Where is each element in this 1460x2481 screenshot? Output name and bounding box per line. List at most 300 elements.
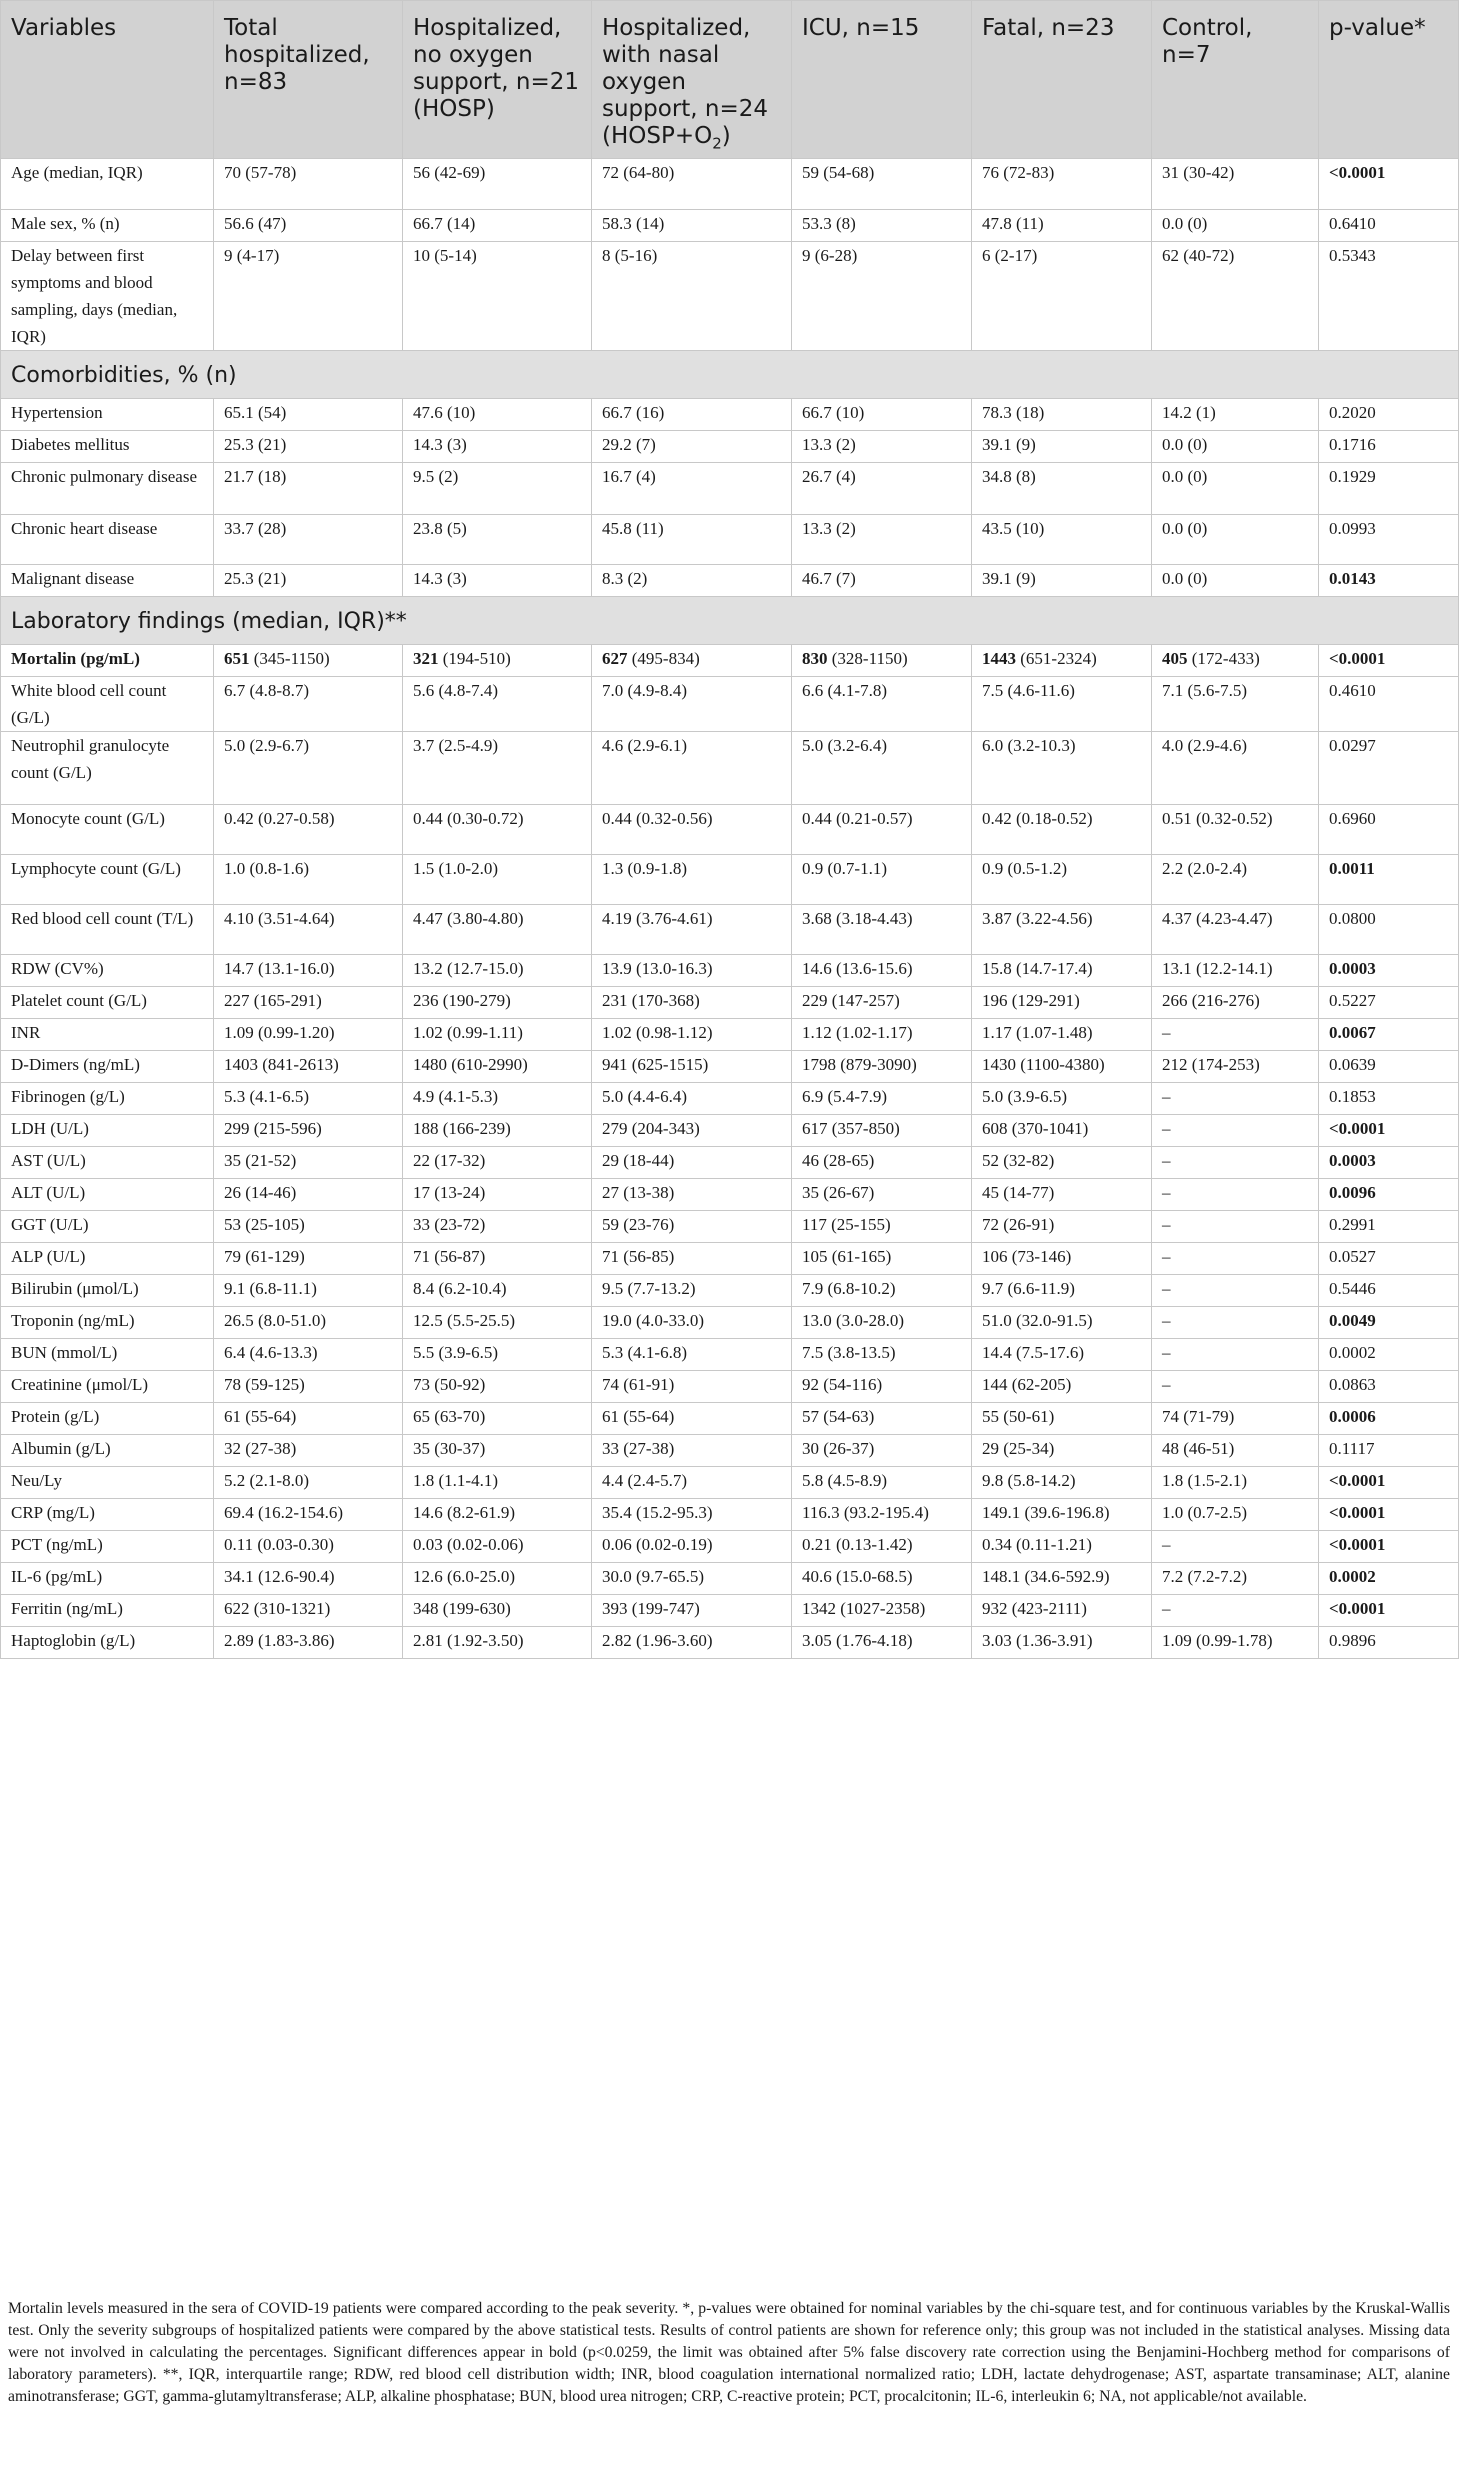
table-row: [1, 1274, 1459, 1306]
column-header-label: Variables: [11, 15, 117, 41]
table-row: [1, 1082, 1459, 1114]
data-cell: 227 (165-291): [214, 986, 403, 1018]
data-cell: 13.3 (2): [792, 514, 972, 564]
section-title: Laboratory findings (median, IQR)**: [1, 596, 1459, 644]
row-label: Chronic heart disease: [1, 514, 214, 564]
data-cell: 33 (27-38): [592, 1434, 792, 1466]
data-cell: 2.89 (1.83-3.86): [214, 1626, 403, 1658]
data-cell: 1.3 (0.9-1.8): [592, 854, 792, 904]
data-cell: 29 (25-34): [972, 1434, 1152, 1466]
table-row: [1, 1594, 1459, 1626]
table-row: [1, 241, 1459, 350]
cell-median: 405: [1162, 648, 1188, 668]
data-cell: 8.4 (6.2-10.4): [403, 1274, 592, 1306]
table-row: [1, 462, 1459, 514]
data-cell: 9.5 (7.7-13.2): [592, 1274, 792, 1306]
section-title: Comorbidities, % (n): [1, 350, 1459, 398]
table-row: [1, 1338, 1459, 1370]
data-cell: 1.0 (0.7-2.5): [1152, 1498, 1319, 1530]
data-cell: 33.7 (28): [214, 514, 403, 564]
p-value-cell: 0.0002: [1319, 1562, 1459, 1594]
table-row: [1, 731, 1459, 804]
data-cell: 12.5 (5.5-25.5): [403, 1306, 592, 1338]
data-cell: 0.9 (0.7-1.1): [792, 854, 972, 904]
data-cell: [214, 644, 403, 676]
data-cell: 34.8 (8): [972, 462, 1152, 514]
row-label: BUN (mmol/L): [1, 1338, 214, 1370]
data-cell: 6.7 (4.8-8.7): [214, 676, 403, 731]
data-cell: 5.3 (4.1-6.8): [592, 1338, 792, 1370]
data-cell: 55 (50-61): [972, 1402, 1152, 1434]
data-cell: 35 (30-37): [403, 1434, 592, 1466]
row-label: INR: [1, 1018, 214, 1050]
p-value-cell: <0.0001: [1319, 1466, 1459, 1498]
p-value-cell: <0.0001: [1319, 158, 1459, 209]
p-value-cell: 0.0003: [1319, 954, 1459, 986]
p-value-cell: 0.1716: [1319, 430, 1459, 462]
column-header: [1319, 1, 1459, 159]
data-cell: [792, 644, 972, 676]
data-cell: 8.3 (2): [592, 564, 792, 596]
table-row: [1, 1434, 1459, 1466]
data-cell: 39.1 (9): [972, 564, 1152, 596]
data-cell: 2.81 (1.92-3.50): [403, 1626, 592, 1658]
data-cell: 79 (61-129): [214, 1242, 403, 1274]
column-header: [214, 1, 403, 159]
data-cell: 59 (54-68): [792, 158, 972, 209]
table-row: [1, 854, 1459, 904]
data-cell: 61 (55-64): [214, 1402, 403, 1434]
data-cell: 393 (199-747): [592, 1594, 792, 1626]
table-row: [1, 1210, 1459, 1242]
row-label: Mortalin (pg/mL): [1, 644, 214, 676]
p-value-cell: <0.0001: [1319, 1114, 1459, 1146]
data-cell: 229 (147-257): [792, 986, 972, 1018]
data-cell: 29.2 (7): [592, 430, 792, 462]
data-cell: 57 (54-63): [792, 1402, 972, 1434]
row-label: ALP (U/L): [1, 1242, 214, 1274]
column-header: [792, 1, 972, 159]
p-value-cell: 0.0003: [1319, 1146, 1459, 1178]
p-value-cell: 0.0297: [1319, 731, 1459, 804]
data-cell: 61 (55-64): [592, 1402, 792, 1434]
cell-range: (345-1150): [249, 648, 330, 668]
data-cell: 70 (57-78): [214, 158, 403, 209]
data-cell: 5.0 (2.9-6.7): [214, 731, 403, 804]
data-cell: 0.0 (0): [1152, 564, 1319, 596]
data-cell: 47.8 (11): [972, 209, 1152, 241]
data-cell: 10 (5-14): [403, 241, 592, 350]
data-cell: 71 (56-85): [592, 1242, 792, 1274]
data-cell: 14.7 (13.1-16.0): [214, 954, 403, 986]
data-cell: 6.0 (3.2-10.3): [972, 731, 1152, 804]
data-cell: 622 (310-1321): [214, 1594, 403, 1626]
data-cell: 0.44 (0.32-0.56): [592, 804, 792, 854]
data-cell: –: [1152, 1274, 1319, 1306]
p-value-cell: 0.0096: [1319, 1178, 1459, 1210]
data-cell: –: [1152, 1082, 1319, 1114]
cell-range: (651-2324): [1016, 648, 1097, 668]
p-value-cell: 0.2020: [1319, 398, 1459, 430]
table-row: [1, 1530, 1459, 1562]
row-label: RDW (CV%): [1, 954, 214, 986]
data-cell: 32 (27-38): [214, 1434, 403, 1466]
data-cell: 74 (71-79): [1152, 1402, 1319, 1434]
data-cell: 5.8 (4.5-8.9): [792, 1466, 972, 1498]
data-cell: 13.9 (13.0-16.3): [592, 954, 792, 986]
p-value-cell: 0.0067: [1319, 1018, 1459, 1050]
table-row: [1, 1242, 1459, 1274]
row-label: Platelet count (G/L): [1, 986, 214, 1018]
data-cell: 25.3 (21): [214, 564, 403, 596]
data-cell: 19.0 (4.0-33.0): [592, 1306, 792, 1338]
data-cell: 14.3 (3): [403, 430, 592, 462]
table-row: [1, 954, 1459, 986]
data-cell: –: [1152, 1018, 1319, 1050]
p-value-cell: 0.5343: [1319, 241, 1459, 350]
table-row: [1, 1562, 1459, 1594]
table-row: [1, 209, 1459, 241]
data-cell: –: [1152, 1210, 1319, 1242]
data-cell: 5.0 (3.2-6.4): [792, 731, 972, 804]
data-cell: 73 (50-92): [403, 1370, 592, 1402]
row-label: GGT (U/L): [1, 1210, 214, 1242]
p-value-cell: 0.0993: [1319, 514, 1459, 564]
data-cell: –: [1152, 1114, 1319, 1146]
data-cell: 0.0 (0): [1152, 209, 1319, 241]
data-cell: 196 (129-291): [972, 986, 1152, 1018]
data-cell: 7.5 (3.8-13.5): [792, 1338, 972, 1370]
data-cell: 0.42 (0.18-0.52): [972, 804, 1152, 854]
row-label: Neu/Ly: [1, 1466, 214, 1498]
p-value-cell: 0.0011: [1319, 854, 1459, 904]
data-cell: 3.7 (2.5-4.9): [403, 731, 592, 804]
data-cell: 9 (6-28): [792, 241, 972, 350]
data-cell: 1.09 (0.99-1.20): [214, 1018, 403, 1050]
table-footnote: Mortalin levels measured in the sera of COVID-19 patients were compared according to the peak severity. *, p-values were obtained for nominal variables by the chi-square test, and for continuous variables by the Kruskal-Wallis test. Only the severity subgroups of hospitalized patients were compared by the above statistical tests. Results of control patients are shown for reference only; this group was not included in the statistical analyses. Missing data were not involved in calculating the percentages. Significant differences appear in bold (p<0.0259, the limit was obtained after 5% false discovery rate correction using the Benjamini-Hochberg method for comparisons of laboratory parameters). **, IQR, interquartile range; RDW, red blood cell distribution width; INR, blood coagulation international normalized ratio; LDH, lactate dehydrogenase; AST, aspartate transaminase; ALT, alanine aminotransferase; GGT, gamma-glutamyltransferase; ALP, alkaline phosphatase; BUN, blood urea nitrogen; CRP, C-reactive protein; PCT, procalcitonin; IL-6, interleukin 6; NA, not applicable/not available.: [8, 2300, 1450, 2405]
data-cell: 0.9 (0.5-1.2): [972, 854, 1152, 904]
row-label: AST (U/L): [1, 1146, 214, 1178]
data-cell: 5.2 (2.1-8.0): [214, 1466, 403, 1498]
data-cell: 74 (61-91): [592, 1370, 792, 1402]
data-cell: 23.8 (5): [403, 514, 592, 564]
data-cell: 3.87 (3.22-4.56): [972, 904, 1152, 954]
data-cell: 56 (42-69): [403, 158, 592, 209]
data-cell: 6.9 (5.4-7.9): [792, 1082, 972, 1114]
column-header-suffix: ): [721, 123, 731, 149]
data-cell: 236 (190-279): [403, 986, 592, 1018]
p-value-cell: 0.4610: [1319, 676, 1459, 731]
table-row: [1, 564, 1459, 596]
p-value-cell: <0.0001: [1319, 1594, 1459, 1626]
column-header-label: Hospitalized, no oxygen support, n=21 (HOSP): [413, 15, 580, 122]
data-cell: 8 (5-16): [592, 241, 792, 350]
row-label: Fibrinogen (g/L): [1, 1082, 214, 1114]
column-header-subscript: 2: [712, 134, 722, 153]
data-cell: 3.68 (3.18-4.43): [792, 904, 972, 954]
data-cell: 3.03 (1.36-3.91): [972, 1626, 1152, 1658]
table-row: [1, 1306, 1459, 1338]
data-cell: 5.0 (3.9-6.5): [972, 1082, 1152, 1114]
data-cell: 31 (30-42): [1152, 158, 1319, 209]
data-cell: 76 (72-83): [972, 158, 1152, 209]
data-cell: 9.1 (6.8-11.1): [214, 1274, 403, 1306]
p-value-cell: 0.1117: [1319, 1434, 1459, 1466]
table-row: [1, 1018, 1459, 1050]
data-cell: 7.1 (5.6-7.5): [1152, 676, 1319, 731]
data-cell: 35 (21-52): [214, 1146, 403, 1178]
data-cell: 0.06 (0.02-0.19): [592, 1530, 792, 1562]
cell-range: (495-834): [627, 648, 700, 668]
p-value-cell: 0.0002: [1319, 1338, 1459, 1370]
table-row: [1, 1626, 1459, 1658]
data-cell: 1.8 (1.5-2.1): [1152, 1466, 1319, 1498]
p-value-cell: 0.0049: [1319, 1306, 1459, 1338]
p-value-cell: 0.0800: [1319, 904, 1459, 954]
data-cell: 66.7 (14): [403, 209, 592, 241]
data-cell: 14.6 (8.2-61.9): [403, 1498, 592, 1530]
data-cell: 35.4 (15.2-95.3): [592, 1498, 792, 1530]
data-cell: 34.1 (12.6-90.4): [214, 1562, 403, 1594]
data-cell: 0.51 (0.32-0.52): [1152, 804, 1319, 854]
data-cell: 39.1 (9): [972, 430, 1152, 462]
data-cell: 59 (23-76): [592, 1210, 792, 1242]
data-cell: 26 (14-46): [214, 1178, 403, 1210]
data-cell: –: [1152, 1146, 1319, 1178]
p-value-cell: <0.0001: [1319, 1530, 1459, 1562]
row-label: Red blood cell count (T/L): [1, 904, 214, 954]
data-cell: 65.1 (54): [214, 398, 403, 430]
data-cell: 43.5 (10): [972, 514, 1152, 564]
column-header: [592, 1, 792, 159]
row-label: Troponin (ng/mL): [1, 1306, 214, 1338]
data-cell: 1480 (610-2990): [403, 1050, 592, 1082]
data-cell: 62 (40-72): [1152, 241, 1319, 350]
row-label: Male sex, % (n): [1, 209, 214, 241]
data-cell: 9.7 (6.6-11.9): [972, 1274, 1152, 1306]
data-cell: 9 (4-17): [214, 241, 403, 350]
data-cell: 0.11 (0.03-0.30): [214, 1530, 403, 1562]
row-label: Diabetes mellitus: [1, 430, 214, 462]
data-cell: 33 (23-72): [403, 1210, 592, 1242]
data-cell: 1.02 (0.99-1.11): [403, 1018, 592, 1050]
table-row: [1, 676, 1459, 731]
data-cell: 26.5 (8.0-51.0): [214, 1306, 403, 1338]
data-cell: 144 (62-205): [972, 1370, 1152, 1402]
data-cell: 348 (199-630): [403, 1594, 592, 1626]
data-cell: 5.5 (3.9-6.5): [403, 1338, 592, 1370]
data-cell: 4.47 (3.80-4.80): [403, 904, 592, 954]
data-cell: 48 (46-51): [1152, 1434, 1319, 1466]
data-cell: 0.44 (0.30-0.72): [403, 804, 592, 854]
data-cell: 15.8 (14.7-17.4): [972, 954, 1152, 986]
row-label: White blood cell count (G/L): [1, 676, 214, 731]
data-cell: 92 (54-116): [792, 1370, 972, 1402]
table-row: [1, 986, 1459, 1018]
data-cell: 7.5 (4.6-11.6): [972, 676, 1152, 731]
data-cell: 26.7 (4): [792, 462, 972, 514]
data-cell: 66.7 (16): [592, 398, 792, 430]
data-cell: 7.9 (6.8-10.2): [792, 1274, 972, 1306]
row-label: PCT (ng/mL): [1, 1530, 214, 1562]
p-value-cell: 0.0006: [1319, 1402, 1459, 1434]
data-cell: 66.7 (10): [792, 398, 972, 430]
p-value-cell: 0.5227: [1319, 986, 1459, 1018]
data-cell: –: [1152, 1242, 1319, 1274]
data-cell: 608 (370-1041): [972, 1114, 1152, 1146]
data-cell: –: [1152, 1530, 1319, 1562]
p-value-cell: 0.1929: [1319, 462, 1459, 514]
table-row: [1, 430, 1459, 462]
data-cell: 56.6 (47): [214, 209, 403, 241]
data-cell: 4.0 (2.9-4.6): [1152, 731, 1319, 804]
data-cell: 72 (64-80): [592, 158, 792, 209]
p-value-cell: 0.2991: [1319, 1210, 1459, 1242]
data-cell: 4.9 (4.1-5.3): [403, 1082, 592, 1114]
data-cell: 17 (13-24): [403, 1178, 592, 1210]
data-cell: –: [1152, 1178, 1319, 1210]
column-header: [1152, 1, 1319, 159]
column-header-label: Hospitalized, with nasal oxygen support, n=24 (HOSP+O: [602, 15, 769, 149]
data-cell: 1.8 (1.1-4.1): [403, 1466, 592, 1498]
column-header-label: Control, n=7: [1162, 15, 1253, 68]
column-header-label: Fatal, n=23: [982, 15, 1115, 41]
table-row: [1, 514, 1459, 564]
data-cell: 58.3 (14): [592, 209, 792, 241]
data-cell: 1.0 (0.8-1.6): [214, 854, 403, 904]
p-value-cell: 0.0527: [1319, 1242, 1459, 1274]
data-cell: 116.3 (93.2-195.4): [792, 1498, 972, 1530]
row-label: IL-6 (pg/mL): [1, 1562, 214, 1594]
data-cell: 13.0 (3.0-28.0): [792, 1306, 972, 1338]
cell-median: 651: [224, 648, 250, 668]
data-cell: 279 (204-343): [592, 1114, 792, 1146]
data-cell: 14.2 (1): [1152, 398, 1319, 430]
data-cell: 6.6 (4.1-7.8): [792, 676, 972, 731]
data-cell: –: [1152, 1370, 1319, 1402]
column-header: [403, 1, 592, 159]
data-cell: 1403 (841-2613): [214, 1050, 403, 1082]
row-label: Bilirubin (μmol/L): [1, 1274, 214, 1306]
p-value-cell: 0.0143: [1319, 564, 1459, 596]
data-cell: 30.0 (9.7-65.5): [592, 1562, 792, 1594]
cell-median: 1443: [982, 648, 1016, 668]
data-cell: 65 (63-70): [403, 1402, 592, 1434]
row-label: Age (median, IQR): [1, 158, 214, 209]
data-cell: [972, 644, 1152, 676]
data-cell: 0.03 (0.02-0.06): [403, 1530, 592, 1562]
data-cell: 45 (14-77): [972, 1178, 1152, 1210]
data-cell: 46.7 (7): [792, 564, 972, 596]
table-row: [1, 1114, 1459, 1146]
table-row: [1, 1498, 1459, 1530]
row-label: CRP (mg/L): [1, 1498, 214, 1530]
data-cell: 45.8 (11): [592, 514, 792, 564]
data-cell: 1430 (1100-4380): [972, 1050, 1152, 1082]
data-cell: 0.34 (0.11-1.21): [972, 1530, 1152, 1562]
row-label: Lymphocyte count (G/L): [1, 854, 214, 904]
table-row: [1, 1370, 1459, 1402]
data-cell: 13.2 (12.7-15.0): [403, 954, 592, 986]
data-cell: 617 (357-850): [792, 1114, 972, 1146]
p-value-cell: 0.1853: [1319, 1082, 1459, 1114]
data-cell: 51.0 (32.0-91.5): [972, 1306, 1152, 1338]
data-cell: 22 (17-32): [403, 1146, 592, 1178]
data-cell: 4.10 (3.51-4.64): [214, 904, 403, 954]
column-header: [1, 1, 214, 159]
p-value-cell: 0.0863: [1319, 1370, 1459, 1402]
data-cell: 9.8 (5.8-14.2): [972, 1466, 1152, 1498]
data-cell: –: [1152, 1338, 1319, 1370]
data-cell: 4.37 (4.23-4.47): [1152, 904, 1319, 954]
data-cell: 0.42 (0.27-0.58): [214, 804, 403, 854]
row-label: Creatinine (μmol/L): [1, 1370, 214, 1402]
data-cell: 1.09 (0.99-1.78): [1152, 1626, 1319, 1658]
data-cell: 47.6 (10): [403, 398, 592, 430]
table-row: [1, 1178, 1459, 1210]
data-cell: 266 (216-276): [1152, 986, 1319, 1018]
p-value-cell: <0.0001: [1319, 1498, 1459, 1530]
data-cell: 27 (13-38): [592, 1178, 792, 1210]
row-label: Monocyte count (G/L): [1, 804, 214, 854]
data-cell: 30 (26-37): [792, 1434, 972, 1466]
data-cell: 3.05 (1.76-4.18): [792, 1626, 972, 1658]
data-cell: 69.4 (16.2-154.6): [214, 1498, 403, 1530]
data-cell: 72 (26-91): [972, 1210, 1152, 1242]
data-cell: 5.0 (4.4-6.4): [592, 1082, 792, 1114]
data-cell: 5.3 (4.1-6.5): [214, 1082, 403, 1114]
data-cell: 0.0 (0): [1152, 430, 1319, 462]
row-label: Albumin (g/L): [1, 1434, 214, 1466]
table-row: [1, 398, 1459, 430]
row-label: Malignant disease: [1, 564, 214, 596]
data-cell: 4.19 (3.76-4.61): [592, 904, 792, 954]
data-cell: 25.3 (21): [214, 430, 403, 462]
p-value-cell: 0.6410: [1319, 209, 1459, 241]
table-row: [1, 644, 1459, 676]
table-row: [1, 1466, 1459, 1498]
data-cell: –: [1152, 1594, 1319, 1626]
data-cell: 6 (2-17): [972, 241, 1152, 350]
p-value-cell: <0.0001: [1319, 644, 1459, 676]
data-cell: 4.4 (2.4-5.7): [592, 1466, 792, 1498]
data-cell: 13.3 (2): [792, 430, 972, 462]
cell-median: 321: [413, 648, 439, 668]
data-cell: [1152, 644, 1319, 676]
cell-median: 627: [602, 648, 628, 668]
table-header-row: [1, 1, 1459, 159]
data-cell: 5.6 (4.8-7.4): [403, 676, 592, 731]
data-cell: 35 (26-67): [792, 1178, 972, 1210]
data-cell: 7.2 (7.2-7.2): [1152, 1562, 1319, 1594]
data-cell: 40.6 (15.0-68.5): [792, 1562, 972, 1594]
data-cell: 53.3 (8): [792, 209, 972, 241]
table-row: [1, 904, 1459, 954]
data-cell: 78.3 (18): [972, 398, 1152, 430]
table-row: [1, 158, 1459, 209]
data-cell: 0.0 (0): [1152, 514, 1319, 564]
data-cell: 13.1 (12.2-14.1): [1152, 954, 1319, 986]
column-header-label: ICU, n=15: [802, 15, 920, 41]
data-cell: 46 (28-65): [792, 1146, 972, 1178]
data-cell: 14.3 (3): [403, 564, 592, 596]
p-value-cell: 0.0639: [1319, 1050, 1459, 1082]
row-label: Protein (g/L): [1, 1402, 214, 1434]
data-cell: 0.21 (0.13-1.42): [792, 1530, 972, 1562]
cell-median: 830: [802, 648, 828, 668]
row-label: D-Dimers (ng/mL): [1, 1050, 214, 1082]
row-label: Haptoglobin (g/L): [1, 1626, 214, 1658]
